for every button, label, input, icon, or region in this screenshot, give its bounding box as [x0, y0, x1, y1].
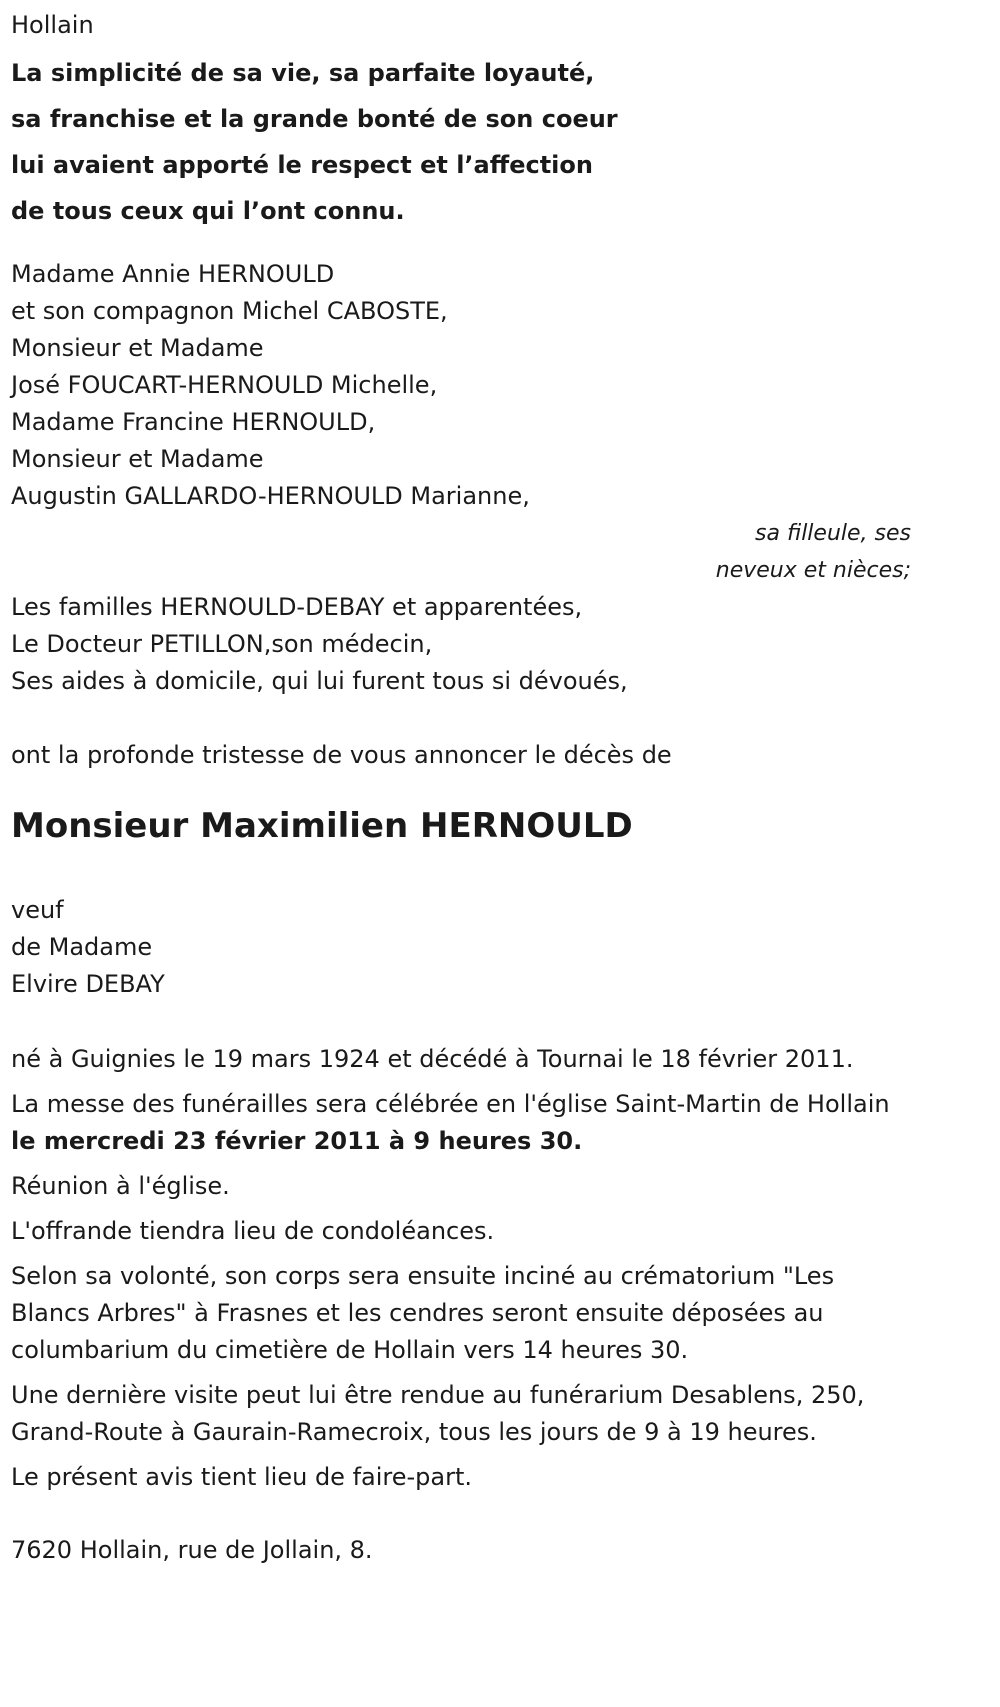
deceased-name: Monsieur Maximilien HERNOULD: [11, 806, 633, 846]
widower-info: [11, 892, 911, 1003]
family-line: José FOUCART-HERNOULD Michelle,: [11, 371, 438, 399]
mourner-line: Ses aides à domicile, qui lui furent tous si dévoués,: [11, 667, 628, 695]
mass-text: La messe des funérailles sera célébrée en l'église Saint-Martin de Hollain: [11, 1090, 890, 1118]
family-line: Monsieur et Madame: [11, 334, 264, 362]
mourner-line: Les familles HERNOULD-DEBAY et apparentées,: [11, 593, 583, 621]
widower-line: veuf: [11, 896, 64, 924]
obituary-notice: [11, 0, 911, 1569]
family-list: [11, 256, 911, 515]
visit-text: Une dernière visite peut lui être rendue au funérarium Desablens, 250, Grand-Route à Gaurain-Ramecroix, tous les jours de 9 à 19 heures.: [11, 1381, 865, 1446]
announcement-text: ont la profonde tristesse de vous annoncer le décès de: [11, 741, 672, 769]
mass-info: [11, 1086, 911, 1160]
cremation-text: Selon sa volonté, son corps sera ensuite inciné au crématorium "Les Blancs Arbres" à Frasnes et les cendres seront ensuite déposées au columbarium du cimetière de Hollain vers 14 heures 30.: [11, 1262, 835, 1364]
mourner-line: Le Docteur PETILLON,son médecin,: [11, 630, 433, 658]
family-line: Madame Francine HERNOULD,: [11, 408, 376, 436]
meeting-text: Réunion à l'église.: [11, 1172, 230, 1200]
quote-line: sa franchise et la grande bonté de son coeur: [11, 105, 618, 133]
place-name: Hollain: [11, 11, 94, 39]
memorial-quote: [11, 50, 911, 234]
birth-death-text: né à Guignies le 19 mars 1924 et décédé à Tournai le 18 février 2011.: [11, 1045, 854, 1073]
mass-date-text: le mercredi 23 février 2011 à 9 heures 30.: [11, 1127, 583, 1155]
other-mourners: [11, 589, 911, 700]
widower-line: de Madame: [11, 933, 153, 961]
quote-line: de tous ceux qui l’ont connu.: [11, 197, 405, 225]
family-line: et son compagnon Michel CABOSTE,: [11, 297, 448, 325]
family-line: Augustin GALLARDO-HERNOULD Marianne,: [11, 482, 530, 510]
quote-line: La simplicité de sa vie, sa parfaite loyauté,: [11, 59, 595, 87]
family-relation: [11, 515, 911, 589]
funeral-details: [11, 1041, 911, 1496]
relation-line: neveux et nièces;: [715, 558, 911, 583]
family-line: Madame Annie HERNOULD: [11, 260, 335, 288]
family-line: Monsieur et Madame: [11, 445, 264, 473]
address-text: 7620 Hollain, rue de Jollain, 8.: [11, 1536, 373, 1564]
widower-line: Elvire DEBAY: [11, 970, 165, 998]
relation-line: sa filleule, ses: [755, 521, 911, 546]
notice-text: Le présent avis tient lieu de faire-part.: [11, 1463, 473, 1491]
offering-text: L'offrande tiendra lieu de condoléances.: [11, 1217, 495, 1245]
quote-line: lui avaient apporté le respect et l’affection: [11, 151, 593, 179]
